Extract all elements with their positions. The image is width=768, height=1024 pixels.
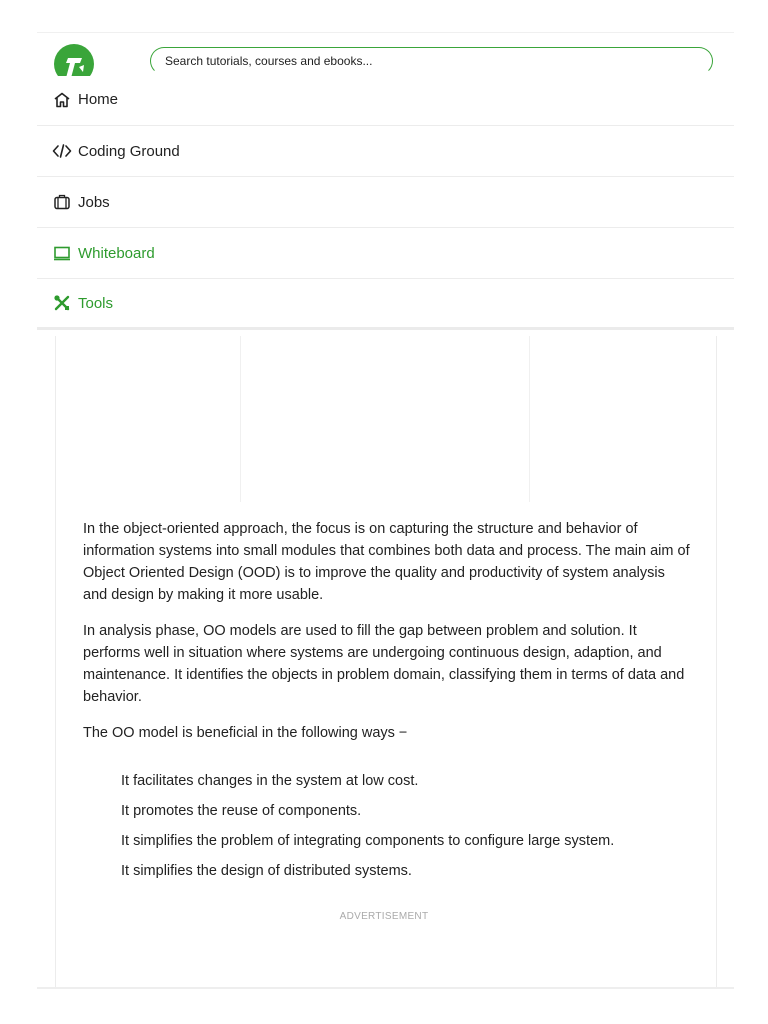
- nav-label-home: Home: [78, 91, 119, 108]
- list-item: It facilitates changes in the system at low cost.: [121, 773, 419, 789]
- advertisement-label: ADVERTISEMENT: [339, 911, 429, 922]
- briefcase-icon: [52, 192, 72, 212]
- nav-label-jobs: Jobs: [78, 193, 110, 211]
- code-icon: [52, 141, 72, 161]
- article-body: [83, 518, 693, 891]
- whiteboard-icon: [52, 243, 72, 263]
- header-divider: [37, 32, 734, 33]
- nav-label-coding-ground: Coding Ground: [78, 142, 180, 160]
- nav-item-home[interactable]: [37, 74, 734, 126]
- paragraph: The OO model is beneficial in the following ways −: [83, 725, 408, 741]
- paragraph: In analysis phase, OO models are used to fill the gap between problem and solution. It performs well in situation where systems are undergoing continuous design, adaption, and maintenance. It identifies the objects in problem domain, classifying them in terms of data and behavior.: [83, 623, 685, 705]
- list-item: It promotes the reuse of components.: [121, 803, 362, 819]
- footer-divider: [37, 987, 734, 989]
- site-logo[interactable]: [54, 44, 94, 76]
- home-icon: [52, 90, 72, 110]
- nav-item-whiteboard[interactable]: [37, 228, 734, 279]
- search-placeholder: Search tutorials, courses and ebooks...: [165, 54, 373, 68]
- ad-slot-divider: [529, 336, 530, 502]
- logo-icon: [54, 44, 94, 76]
- list-item: It simplifies the problem of integrating components to configure large system.: [121, 833, 615, 849]
- benefits-list: [83, 771, 693, 881]
- ad-slot-divider: [240, 336, 241, 502]
- main-nav: [37, 74, 734, 330]
- list-item: It simplifies the design of distributed systems.: [121, 863, 412, 879]
- search-input[interactable]: [150, 47, 713, 75]
- nav-label-whiteboard: Whiteboard: [78, 244, 155, 262]
- nav-item-tools[interactable]: [37, 279, 734, 330]
- nav-label-tools: Tools: [78, 294, 114, 312]
- nav-item-jobs[interactable]: [37, 177, 734, 228]
- paragraph: In the object-oriented approach, the focus is on capturing the structure and behavior of information systems into small modules that combines both data and process. The main aim of Object Oriented Design (OOD) is to improve the quality and productivity of system analysis and design by making it more usable.: [83, 521, 690, 603]
- nav-item-coding-ground[interactable]: [37, 126, 734, 177]
- tools-icon: [52, 293, 72, 313]
